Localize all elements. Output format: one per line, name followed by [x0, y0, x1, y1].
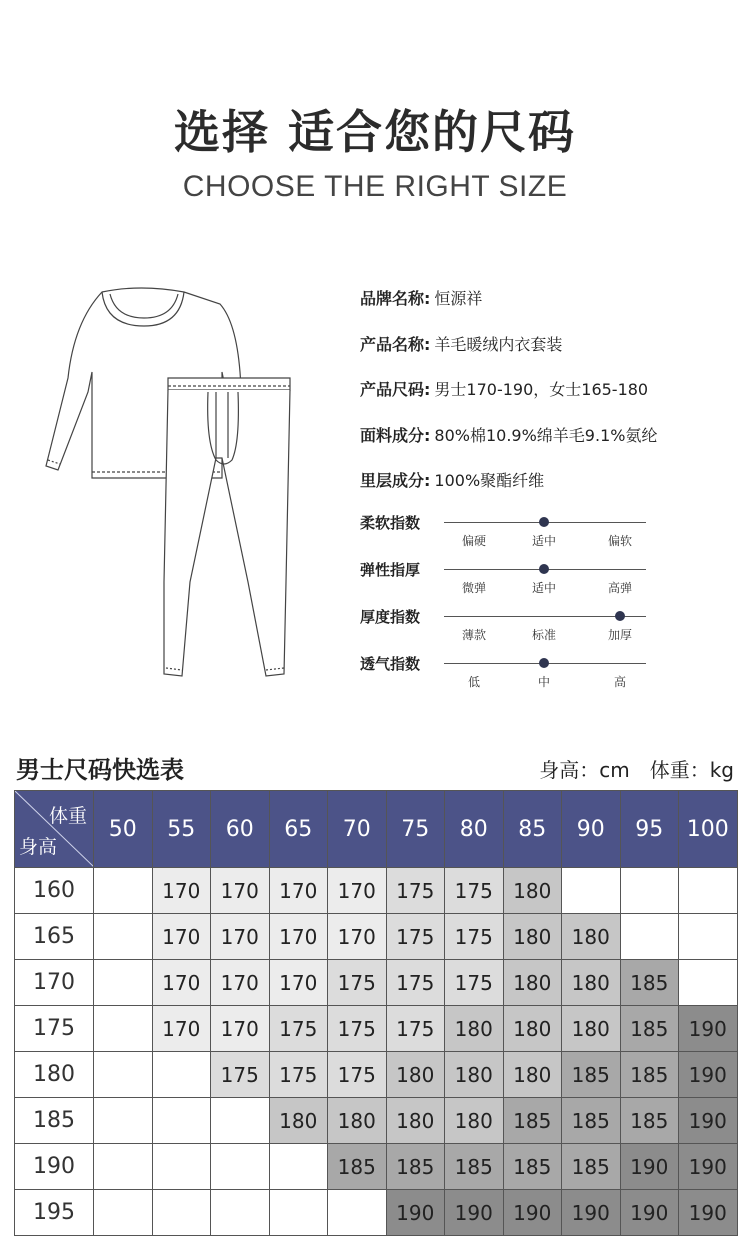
size-cell: 175: [445, 914, 504, 960]
table-row: [15, 1190, 738, 1236]
index-label: 弹性指厚: [360, 561, 421, 579]
size-table-title: 男士尺码快选表: [16, 756, 184, 784]
size-cell: 180: [328, 1098, 387, 1144]
size-cell: 185: [445, 1144, 504, 1190]
size-chart-table: [14, 790, 738, 1236]
product-info-label: 产品尺码:: [360, 380, 431, 399]
table-row: [15, 1098, 738, 1144]
size-cell: 190: [445, 1190, 504, 1236]
size-cell: 185: [620, 1052, 679, 1098]
size-cell: [679, 914, 738, 960]
size-cell: 185: [328, 1144, 387, 1190]
size-cell: 185: [503, 1098, 562, 1144]
size-cell: [94, 868, 153, 914]
index-tick-label: 微弹: [461, 581, 486, 595]
size-cell: 185: [620, 1098, 679, 1144]
weight-header-cell: 75: [386, 791, 445, 868]
size-cell: 170: [211, 960, 270, 1006]
size-cell: [211, 1144, 270, 1190]
size-cell: [562, 868, 621, 914]
size-cell: [94, 1190, 153, 1236]
size-cell: [620, 868, 679, 914]
size-cell: 180: [503, 960, 562, 1006]
size-cell: 180: [562, 960, 621, 1006]
size-cell: [94, 914, 153, 960]
weight-header-cell: 80: [445, 791, 504, 868]
index-tick-label: 高弹: [607, 581, 632, 595]
weight-header-cell: 50: [94, 791, 153, 868]
weight-header-cell: 85: [503, 791, 562, 868]
size-cell: [94, 1144, 153, 1190]
size-cell: 175: [386, 960, 445, 1006]
index-marker: [539, 517, 549, 527]
index-label: 柔软指数: [360, 514, 421, 532]
size-cell: 180: [503, 1006, 562, 1052]
index-tick-label: 低: [467, 675, 480, 689]
table-row: [15, 1052, 738, 1098]
size-cell: 175: [386, 868, 445, 914]
weight-header-cell: 65: [269, 791, 328, 868]
size-cell: [152, 1190, 211, 1236]
size-cell: [620, 914, 679, 960]
table-corner-cell: [15, 791, 94, 868]
size-cell: 185: [386, 1144, 445, 1190]
index-tick-label: 薄款: [461, 628, 486, 642]
height-cell: 170: [15, 960, 94, 1006]
size-cell: 170: [211, 914, 270, 960]
index-marker: [539, 564, 549, 574]
size-cell: 180: [386, 1098, 445, 1144]
size-cell: 170: [269, 960, 328, 1006]
product-info-value: 恒源祥: [434, 289, 483, 308]
index-label: 透气指数: [360, 655, 421, 673]
size-cell: 175: [386, 1006, 445, 1052]
size-cell: 180: [386, 1052, 445, 1098]
size-cell: 180: [503, 914, 562, 960]
size-cell: 180: [445, 1006, 504, 1052]
product-info-row: [360, 332, 562, 355]
size-cell: [328, 1190, 387, 1236]
size-cell: [679, 960, 738, 1006]
size-cell: 170: [211, 1006, 270, 1052]
weight-header-cell: 90: [562, 791, 621, 868]
size-cell: 175: [445, 960, 504, 1006]
weight-header-cell: 70: [328, 791, 387, 868]
size-cell: 190: [620, 1144, 679, 1190]
size-cell: 185: [503, 1144, 562, 1190]
product-info-row: [360, 286, 482, 309]
size-cell: 190: [386, 1190, 445, 1236]
size-cell: 185: [562, 1098, 621, 1144]
size-cell: 175: [269, 1052, 328, 1098]
size-cell: 170: [328, 868, 387, 914]
size-cell: [152, 1052, 211, 1098]
index-tick-label: 适中: [531, 581, 556, 595]
index-tick-label: 适中: [531, 534, 556, 548]
weight-header-cell: 60: [211, 791, 270, 868]
size-cell: 185: [620, 1006, 679, 1052]
size-cell: 175: [328, 1052, 387, 1098]
size-cell: 175: [328, 1006, 387, 1052]
size-cell: [94, 1098, 153, 1144]
product-info-label: 面料成分:: [360, 425, 431, 445]
product-info-label: 里层成分:: [360, 471, 431, 490]
size-cell: 170: [152, 1006, 211, 1052]
height-cell: 175: [15, 1006, 94, 1052]
size-cell: 190: [620, 1190, 679, 1236]
index-tick-label: 标准: [531, 628, 556, 642]
page-title-en: CHOOSE THE RIGHT SIZE: [182, 170, 568, 203]
index-label: 厚度指数: [360, 608, 421, 626]
product-info-value: 100%聚酯纤维: [434, 471, 545, 490]
product-info-value: 羊毛暖绒内衣套装: [434, 334, 563, 354]
size-cell: [211, 1098, 270, 1144]
size-cell: 170: [328, 914, 387, 960]
product-info-row: [360, 423, 657, 446]
size-cell: 190: [679, 1098, 738, 1144]
size-cell: 175: [328, 960, 387, 1006]
size-cell: 170: [269, 914, 328, 960]
size-cell: 185: [562, 1052, 621, 1098]
size-cell: [269, 1144, 328, 1190]
size-cell: [211, 1190, 270, 1236]
height-cell: 190: [15, 1144, 94, 1190]
size-cell: [679, 868, 738, 914]
height-cell: 195: [15, 1190, 94, 1236]
product-info-value: 男士170-190，女士165-180: [434, 380, 649, 399]
size-cell: 190: [679, 1190, 738, 1236]
size-cell: 180: [503, 868, 562, 914]
size-cell: 170: [152, 914, 211, 960]
size-cell: [152, 1098, 211, 1144]
table-row: [15, 868, 738, 914]
table-header-row: [15, 791, 738, 868]
size-cell: 170: [211, 868, 270, 914]
corner-height-label: 身高: [19, 836, 58, 858]
size-cell: 170: [269, 868, 328, 914]
size-cell: [94, 960, 153, 1006]
size-cell: 170: [152, 868, 211, 914]
size-cell: 180: [445, 1052, 504, 1098]
height-cell: 180: [15, 1052, 94, 1098]
size-cell: 190: [503, 1190, 562, 1236]
product-info-row: [360, 377, 648, 400]
size-cell: 190: [562, 1190, 621, 1236]
size-cell: [94, 1006, 153, 1052]
product-info-value: 80%棉10.9%绵羊毛9.1%氨纶: [434, 425, 658, 445]
product-info-label: 产品名称:: [360, 334, 431, 354]
size-cell: 175: [211, 1052, 270, 1098]
size-cell: 175: [386, 914, 445, 960]
index-tick-label: 加厚: [607, 628, 632, 642]
page-title-cn: 选择 适合您的尺码: [173, 105, 576, 159]
size-cell: 190: [679, 1052, 738, 1098]
weight-header-cell: 95: [620, 791, 679, 868]
size-cell: 175: [445, 868, 504, 914]
size-cell: 180: [503, 1052, 562, 1098]
size-cell: 190: [679, 1144, 738, 1190]
size-cell: 170: [152, 960, 211, 1006]
size-cell: [94, 1052, 153, 1098]
table-row: [15, 1144, 738, 1190]
thermal-underwear-illustration: [40, 282, 300, 682]
index-marker: [539, 658, 549, 668]
product-info-row: [360, 468, 544, 491]
size-cell: 180: [562, 914, 621, 960]
height-cell: 165: [15, 914, 94, 960]
index-marker: [615, 611, 625, 621]
height-cell: 160: [15, 868, 94, 914]
size-cell: [152, 1144, 211, 1190]
size-table-units: 身高：cm 体重：kg: [539, 758, 734, 782]
product-info-label: 品牌名称:: [360, 289, 431, 308]
corner-weight-label: 体重: [48, 805, 87, 827]
index-tick-label: 高: [613, 675, 626, 689]
table-row: [15, 1006, 738, 1052]
weight-header-cell: 55: [152, 791, 211, 868]
height-cell: 185: [15, 1098, 94, 1144]
size-cell: 180: [269, 1098, 328, 1144]
index-tick-label: 偏硬: [461, 534, 486, 548]
size-cell: 180: [445, 1098, 504, 1144]
size-cell: 185: [562, 1144, 621, 1190]
index-tick-label: 中: [537, 675, 550, 689]
index-tick-label: 偏软: [607, 534, 632, 548]
table-row: [15, 960, 738, 1006]
size-cell: 190: [679, 1006, 738, 1052]
size-cell: 175: [269, 1006, 328, 1052]
weight-header-cell: 100: [679, 791, 738, 868]
table-row: [15, 914, 738, 960]
size-cell: 185: [620, 960, 679, 1006]
size-cell: [269, 1190, 328, 1236]
size-cell: 180: [562, 1006, 621, 1052]
